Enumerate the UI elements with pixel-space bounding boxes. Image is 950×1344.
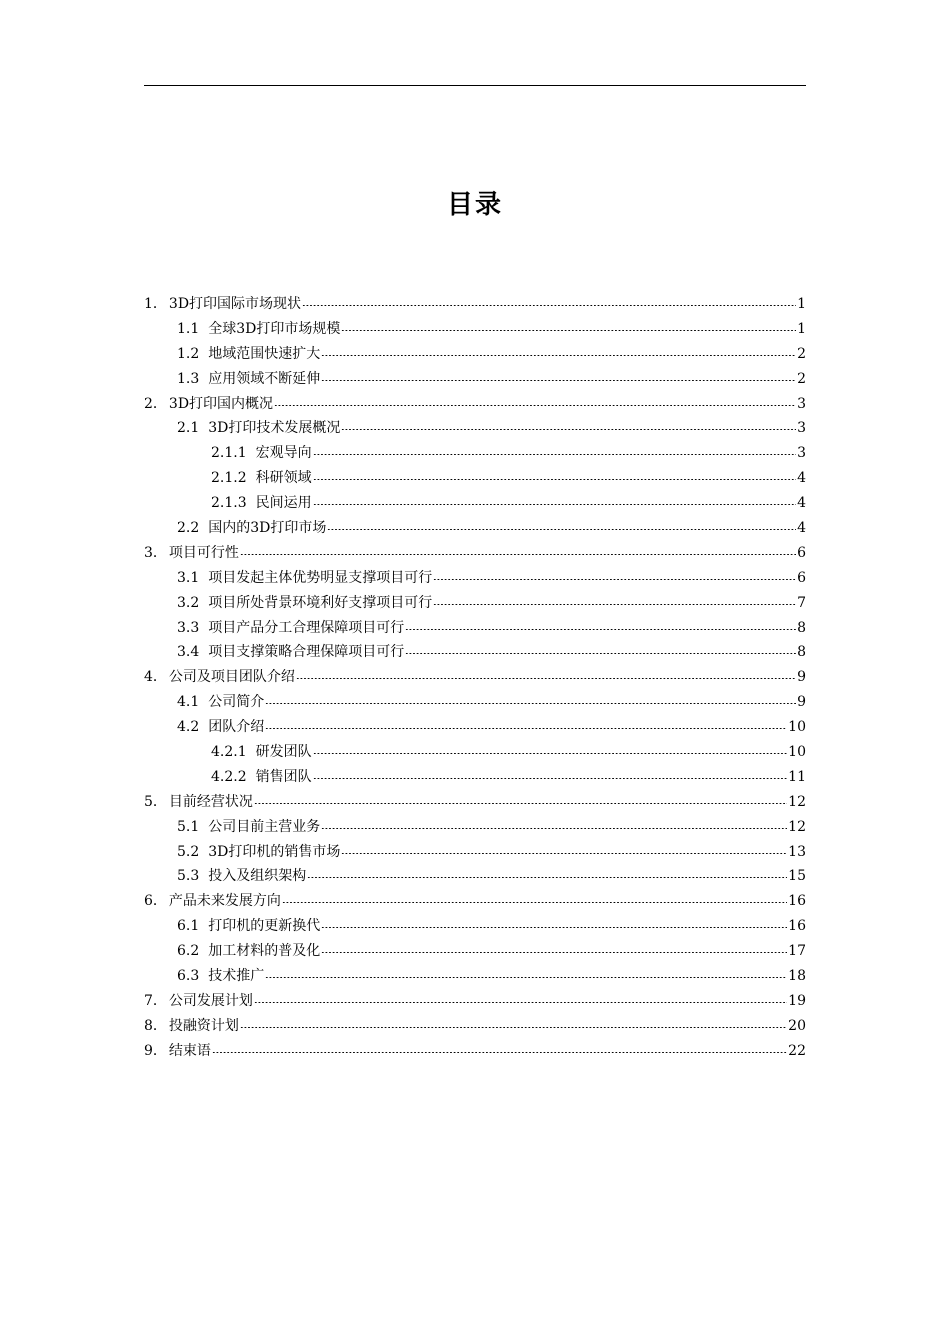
toc-entry-title: 3D打印技术发展概况 [208, 420, 341, 437]
toc-entry[interactable] [144, 1014, 806, 1039]
toc-entry-page-number: 1 [797, 296, 806, 312]
toc-entry-page-number: 4 [797, 470, 806, 487]
toc-entry[interactable] [144, 516, 806, 541]
toc-entry-page-number: 10 [788, 744, 806, 761]
toc-dot-leader [274, 405, 796, 406]
toc-dot-leader [302, 305, 796, 306]
toc-entry-title: 打印机的更新换代 [208, 918, 321, 935]
toc-entry-number: 3.3 [177, 619, 200, 636]
toc-entry-page-number: 4 [797, 495, 806, 512]
toc-dot-leader [341, 330, 796, 331]
toc-entry-page-number: 12 [788, 793, 806, 810]
toc-entry-number: 5． [144, 793, 167, 810]
toc-dot-leader [240, 1027, 787, 1028]
toc-entry-page-number: 12 [788, 818, 806, 835]
toc-entry-page-number: 9 [797, 669, 806, 686]
toc-entry-page-number: 13 [788, 843, 806, 860]
toc-entry-title: 全球3D打印市场规模 [208, 320, 341, 337]
toc-entry[interactable] [144, 665, 806, 690]
toc-dot-leader [296, 678, 796, 679]
toc-entry-page-number: 4 [797, 520, 806, 537]
toc-entry-title: 项目支撑策略合理保障项目可行 [208, 644, 405, 661]
toc-entry-number: 2.1.1 [211, 445, 247, 462]
toc-entry-title: 公司及项目团队介绍 [168, 669, 295, 686]
toc-dot-leader [321, 927, 787, 928]
toc-entry-title: 团队介绍 [208, 719, 265, 736]
toc-entry-page-number: 3 [797, 395, 806, 412]
toc-entry-number: 1.1 [177, 320, 200, 337]
toc-entry-number: 5.1 [177, 818, 200, 835]
toc-entry-title: 研发团队 [255, 744, 312, 761]
toc-entry-title: 宏观导向 [255, 445, 312, 462]
toc-entry-page-number: 17 [788, 943, 806, 960]
toc-entry-number: 5.3 [177, 868, 200, 885]
toc-entry-title: 项目所处背景环境利好支撑项目可行 [208, 594, 433, 611]
toc-entry[interactable] [144, 690, 806, 715]
toc-dot-leader [313, 454, 796, 455]
toc-entry-page-number: 10 [788, 719, 806, 736]
toc-entry-number: 8． [144, 1017, 167, 1034]
toc-dot-leader [265, 728, 787, 729]
toc-entry-number: 6.2 [177, 943, 200, 960]
toc-entry-title: 科研领域 [255, 470, 312, 487]
toc-entry-page-number: 9 [797, 694, 806, 711]
toc-entry-title: 项目产品分工合理保障项目可行 [208, 619, 405, 636]
toc-dot-leader [321, 828, 787, 829]
toc-entry[interactable] [144, 815, 806, 840]
toc-entry-page-number: 2 [797, 345, 806, 362]
toc-entry-page-number: 7 [797, 594, 806, 611]
toc-entry-title: 国内的3D打印市场 [208, 520, 327, 537]
toc-entry[interactable] [144, 317, 806, 342]
toc-entry-page-number: 1 [797, 320, 806, 337]
toc-entry-page-number: 19 [788, 992, 806, 1009]
toc-entry-page-number: 6 [797, 569, 806, 586]
toc-dot-leader [254, 803, 787, 804]
toc-dot-leader [265, 703, 796, 704]
toc-entry-title: 民间运用 [255, 495, 312, 512]
toc-entry-title: 项目可行性 [168, 544, 239, 561]
toc-dot-leader [307, 877, 787, 878]
toc-entry-number: 6． [144, 893, 167, 910]
toc-entry-title: 地域范围快速扩大 [208, 345, 321, 362]
toc-entry[interactable] [144, 541, 806, 566]
toc-entry-title: 公司简介 [208, 694, 265, 711]
toc-entry-title: 加工材料的普及化 [208, 943, 321, 960]
toc-entry-page-number: 15 [788, 868, 806, 885]
toc-dot-leader [240, 554, 796, 555]
toc-entry-number: 6.3 [177, 968, 200, 985]
toc-dot-leader [405, 653, 796, 654]
toc-entry-number: 7． [144, 992, 167, 1009]
toc-entry[interactable] [144, 864, 806, 889]
toc-entry[interactable] [144, 640, 806, 665]
toc-entry-title: 产品未来发展方向 [168, 893, 281, 910]
toc-entry[interactable] [144, 740, 806, 765]
toc-dot-leader [321, 355, 796, 356]
toc-entry-title: 投入及组织架构 [208, 868, 307, 885]
toc-entry-title: 技术推广 [208, 968, 265, 985]
toc-dot-leader [265, 977, 787, 978]
toc-dot-leader [212, 1052, 787, 1053]
toc-dot-leader [313, 504, 796, 505]
toc-entry-page-number: 3 [797, 445, 806, 462]
toc-entry-number: 4.1 [177, 694, 200, 711]
toc-entry-page-number: 2 [797, 370, 806, 387]
toc-dot-leader [327, 529, 796, 530]
toc-entry-title: 公司发展计划 [168, 992, 253, 1009]
toc-dot-leader [282, 902, 787, 903]
toc-entry-number: 3.1 [177, 569, 200, 586]
toc-entry-page-number: 16 [788, 918, 806, 935]
toc-entry-title: 应用领域不断延伸 [208, 370, 321, 387]
toc-dot-leader [341, 429, 796, 430]
toc-dot-leader [321, 952, 787, 953]
toc-entry-title: 项目发起主体优势明显支撑项目可行 [208, 569, 433, 586]
toc-entry-page-number: 6 [797, 544, 806, 561]
toc-dot-leader [405, 629, 796, 630]
toc-entry[interactable] [144, 715, 806, 740]
toc-entry[interactable] [144, 914, 806, 939]
toc-dot-leader [254, 1002, 787, 1003]
toc-entry-title: 目前经营状况 [168, 793, 253, 810]
toc-entry[interactable] [144, 989, 806, 1014]
toc-entry-number: 3． [144, 544, 167, 561]
toc-entry-title: 销售团队 [255, 768, 312, 785]
toc-dot-leader [341, 853, 787, 854]
toc-entry-number: 1.3 [177, 370, 200, 387]
toc-entry[interactable] [144, 790, 806, 815]
toc-entry-page-number: 11 [788, 768, 806, 785]
toc-entry-number: 2.1.3 [211, 495, 247, 512]
toc-entry[interactable] [144, 1039, 806, 1064]
toc-entry-number: 3.4 [177, 644, 200, 661]
toc-entry-number: 2.2 [177, 520, 200, 537]
toc-entry-title: 3D打印国内概况 [168, 395, 274, 412]
toc-dot-leader [313, 479, 796, 480]
toc-entry-title: 投融资计划 [168, 1017, 239, 1034]
toc-entry[interactable] [144, 889, 806, 914]
header-rule [144, 85, 806, 86]
toc-entry-number: 5.2 [177, 843, 200, 860]
toc-entry-number: 9． [144, 1042, 167, 1059]
toc-entry[interactable] [144, 840, 806, 865]
toc-entry-number: 1.2 [177, 345, 200, 362]
toc-entry-number: 2.1.2 [211, 470, 247, 487]
toc-entry-number: 3.2 [177, 594, 200, 611]
toc-entry-page-number: 22 [788, 1042, 806, 1059]
toc-entry[interactable] [144, 416, 806, 441]
toc-entry[interactable] [144, 939, 806, 964]
toc-entry-number: 4． [144, 669, 167, 686]
toc-entry[interactable] [144, 392, 806, 417]
toc-entry-number: 4.2 [177, 719, 200, 736]
toc-dot-leader [433, 579, 796, 580]
toc-dot-leader [433, 604, 796, 605]
toc-dot-leader [313, 753, 788, 754]
toc-entry-number: 6.1 [177, 918, 200, 935]
toc-entry[interactable] [144, 441, 806, 466]
toc-entry-page-number: 18 [788, 968, 806, 985]
toc-entry[interactable] [144, 765, 806, 790]
toc-entry[interactable] [144, 367, 806, 392]
toc-entry[interactable] [144, 591, 806, 616]
toc-entry[interactable] [144, 466, 806, 491]
toc-entry[interactable] [144, 491, 806, 516]
table-of-contents [144, 292, 806, 1064]
toc-entry[interactable] [144, 616, 806, 641]
toc-entry-title: 公司目前主营业务 [208, 818, 321, 835]
toc-entry-page-number: 20 [788, 1017, 806, 1034]
toc-entry-number: 2.1 [177, 420, 200, 437]
toc-entry-title: 3D打印机的销售市场 [208, 843, 341, 860]
toc-entry-number: 1． [144, 296, 167, 312]
toc-entry-page-number: 16 [788, 893, 806, 910]
toc-entry-number: 2． [144, 395, 167, 412]
page-title: 目录 [446, 190, 503, 221]
toc-entry-page-number: 8 [797, 644, 806, 661]
toc-entry-page-number: 3 [797, 420, 806, 437]
toc-entry[interactable] [144, 342, 806, 367]
toc-entry[interactable] [144, 292, 806, 317]
toc-entry[interactable] [144, 964, 806, 989]
toc-entry-number: 4.2.2 [211, 768, 247, 785]
toc-entry[interactable] [144, 566, 806, 591]
toc-entry-page-number: 8 [797, 619, 806, 636]
toc-entry-number: 4.2.1 [211, 744, 247, 761]
toc-dot-leader [313, 778, 788, 779]
toc-dot-leader [321, 380, 796, 381]
toc-entry-title: 3D打印国际市场现状 [168, 296, 302, 312]
toc-entry-title: 结束语 [168, 1042, 211, 1059]
